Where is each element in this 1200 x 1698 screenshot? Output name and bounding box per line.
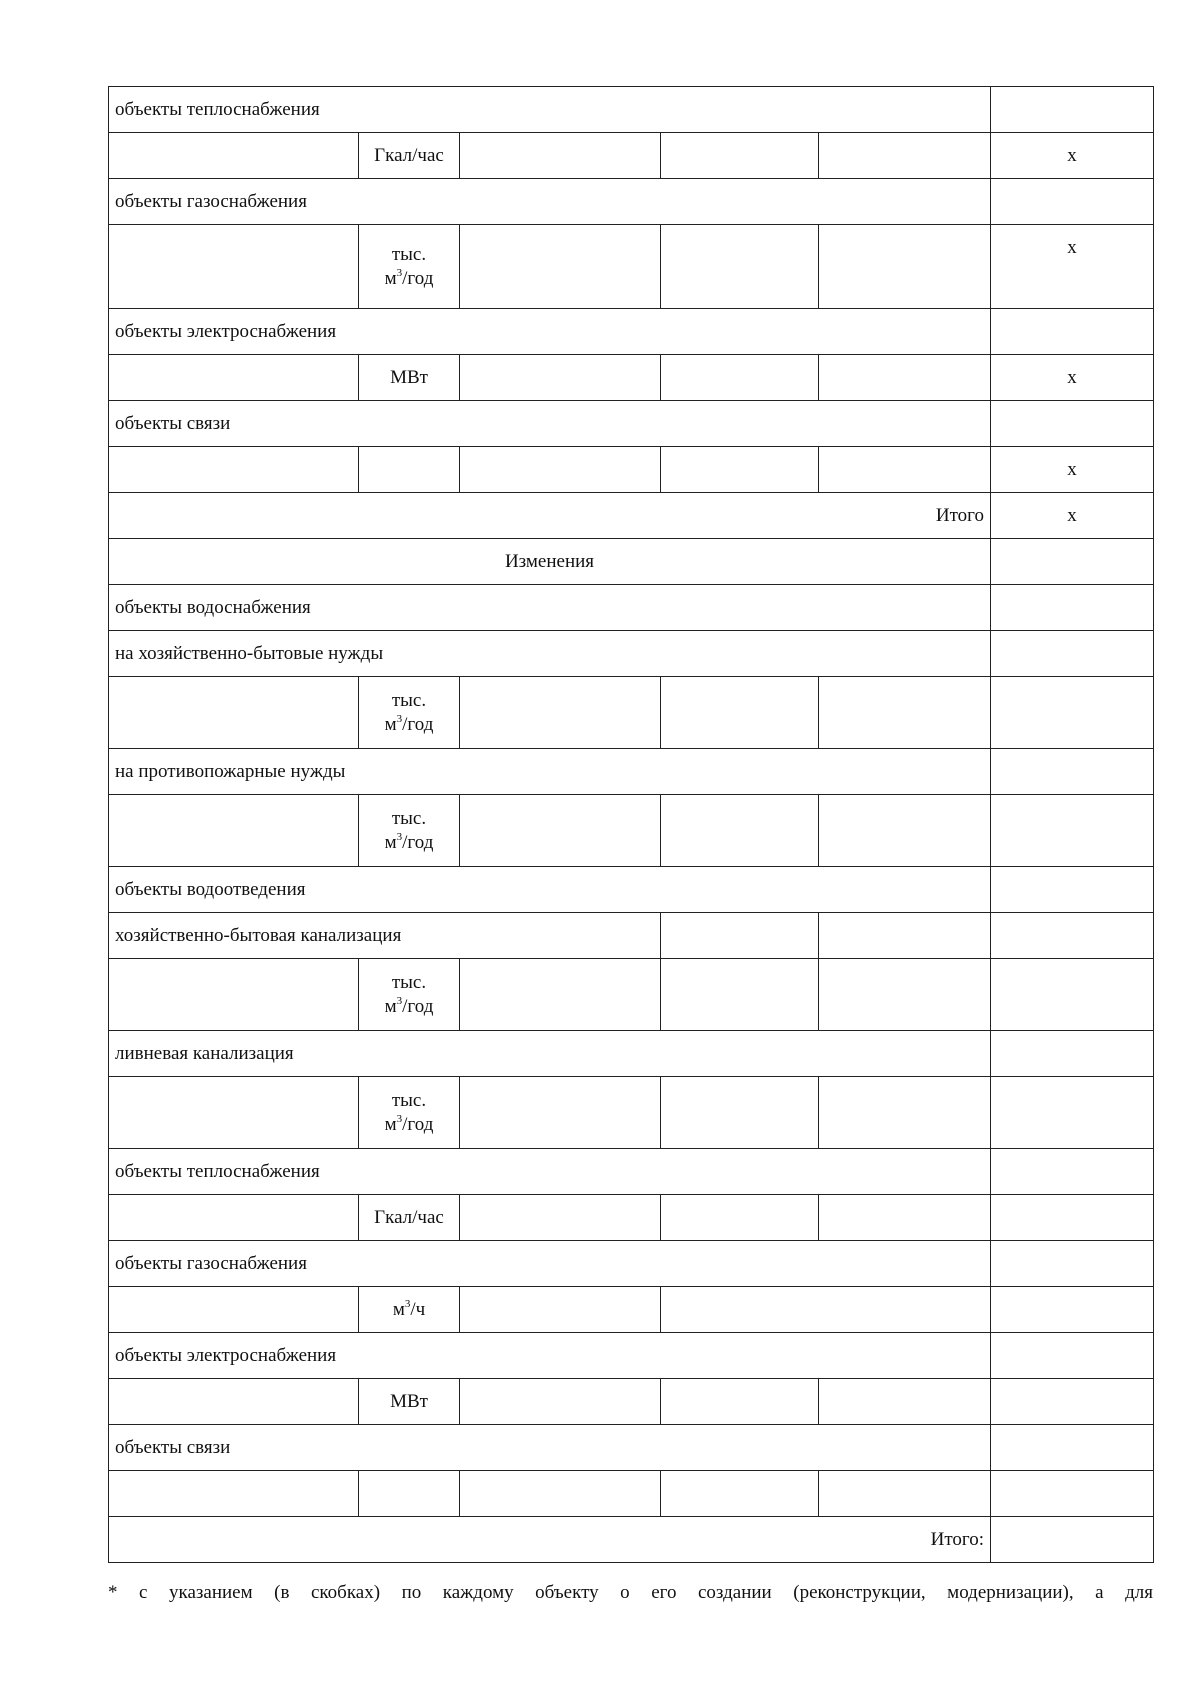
- mark-cell: х: [991, 133, 1154, 179]
- total-row-final: [109, 1517, 1154, 1563]
- subsection-label: хозяйственно-бытовая канализация: [109, 913, 661, 959]
- section-label: объекты газоснабжения: [109, 179, 991, 225]
- subsection-row-storm-sewer: [109, 1031, 1154, 1077]
- section-label: объекты связи: [109, 1425, 991, 1471]
- table-row: [109, 1077, 1154, 1149]
- subsection-row-fire: [109, 749, 1154, 795]
- unit-cell: МВт: [359, 355, 460, 401]
- utility-capacity-table: [108, 86, 1154, 1563]
- table-row: [109, 1287, 1154, 1333]
- section-label: объекты электроснабжения: [109, 1333, 991, 1379]
- unit-cell: $м^3/ч$: [359, 1287, 460, 1333]
- unit-cell: тыс. $м^3$/год: [359, 677, 460, 749]
- utility-table-page: [108, 86, 1153, 1563]
- table-row: [109, 1471, 1154, 1517]
- section-row-heat: [109, 87, 1154, 133]
- table-row: [109, 447, 1154, 493]
- unit-cell: тыс. $м^3$/год: [359, 225, 460, 309]
- table-row: [109, 1379, 1154, 1425]
- section-label: объекты газоснабжения: [109, 1241, 991, 1287]
- section-row-water: [109, 585, 1154, 631]
- subsection-label: ливневая канализация: [109, 1031, 991, 1077]
- mark-cell: х: [991, 493, 1154, 539]
- unit-cell: тыс. $м^3$/год: [359, 795, 460, 867]
- table-row: [109, 959, 1154, 1031]
- unit-cell: Гкал/час: [359, 1195, 460, 1241]
- section-row-gas: [109, 179, 1154, 225]
- mark-cell: х: [991, 355, 1154, 401]
- table-row: [109, 795, 1154, 867]
- section-label: объекты связи: [109, 401, 991, 447]
- section-row-gas-2: [109, 1241, 1154, 1287]
- empty-cell: [991, 87, 1154, 133]
- mark-cell: х: [991, 447, 1154, 493]
- subsection-label: на противопожарные нужды: [109, 749, 991, 795]
- table-row: [109, 1195, 1154, 1241]
- section-label: объекты водоснабжения: [109, 585, 991, 631]
- table-row: [109, 677, 1154, 749]
- unit-cell: МВт: [359, 1379, 460, 1425]
- section-row-comm: [109, 401, 1154, 447]
- subsection-label: на хозяйственно-бытовые нужды: [109, 631, 991, 677]
- changes-heading: Изменения: [109, 539, 991, 585]
- subsection-row-household-sewer: [109, 913, 1154, 959]
- total-row: [109, 493, 1154, 539]
- changes-header-row: [109, 539, 1154, 585]
- unit-cell: тыс. $м^3$/год: [359, 959, 460, 1031]
- section-row-power: [109, 309, 1154, 355]
- footnote: * с указанием (в скобках) по каждому объекту о его создании (реконструкции, модернизации), а для: [108, 1582, 1153, 1603]
- table-row: [109, 225, 1154, 309]
- total-label: Итого: [109, 493, 991, 539]
- section-row-power-2: [109, 1333, 1154, 1379]
- section-label: объекты теплоснабжения: [109, 87, 991, 133]
- subsection-row-household: [109, 631, 1154, 677]
- unit-cell: Гкал/час: [359, 133, 460, 179]
- section-row-heat-2: [109, 1149, 1154, 1195]
- table-row: [109, 133, 1154, 179]
- table-row: [109, 355, 1154, 401]
- section-row-comm-2: [109, 1425, 1154, 1471]
- section-label: объекты водоотведения: [109, 867, 991, 913]
- section-row-drainage: [109, 867, 1154, 913]
- section-label: объекты теплоснабжения: [109, 1149, 991, 1195]
- section-label: объекты электроснабжения: [109, 309, 991, 355]
- mark-cell: х: [991, 225, 1154, 309]
- unit-cell: тыс. $м^3$/год: [359, 1077, 460, 1149]
- total-label: Итого:: [109, 1517, 991, 1563]
